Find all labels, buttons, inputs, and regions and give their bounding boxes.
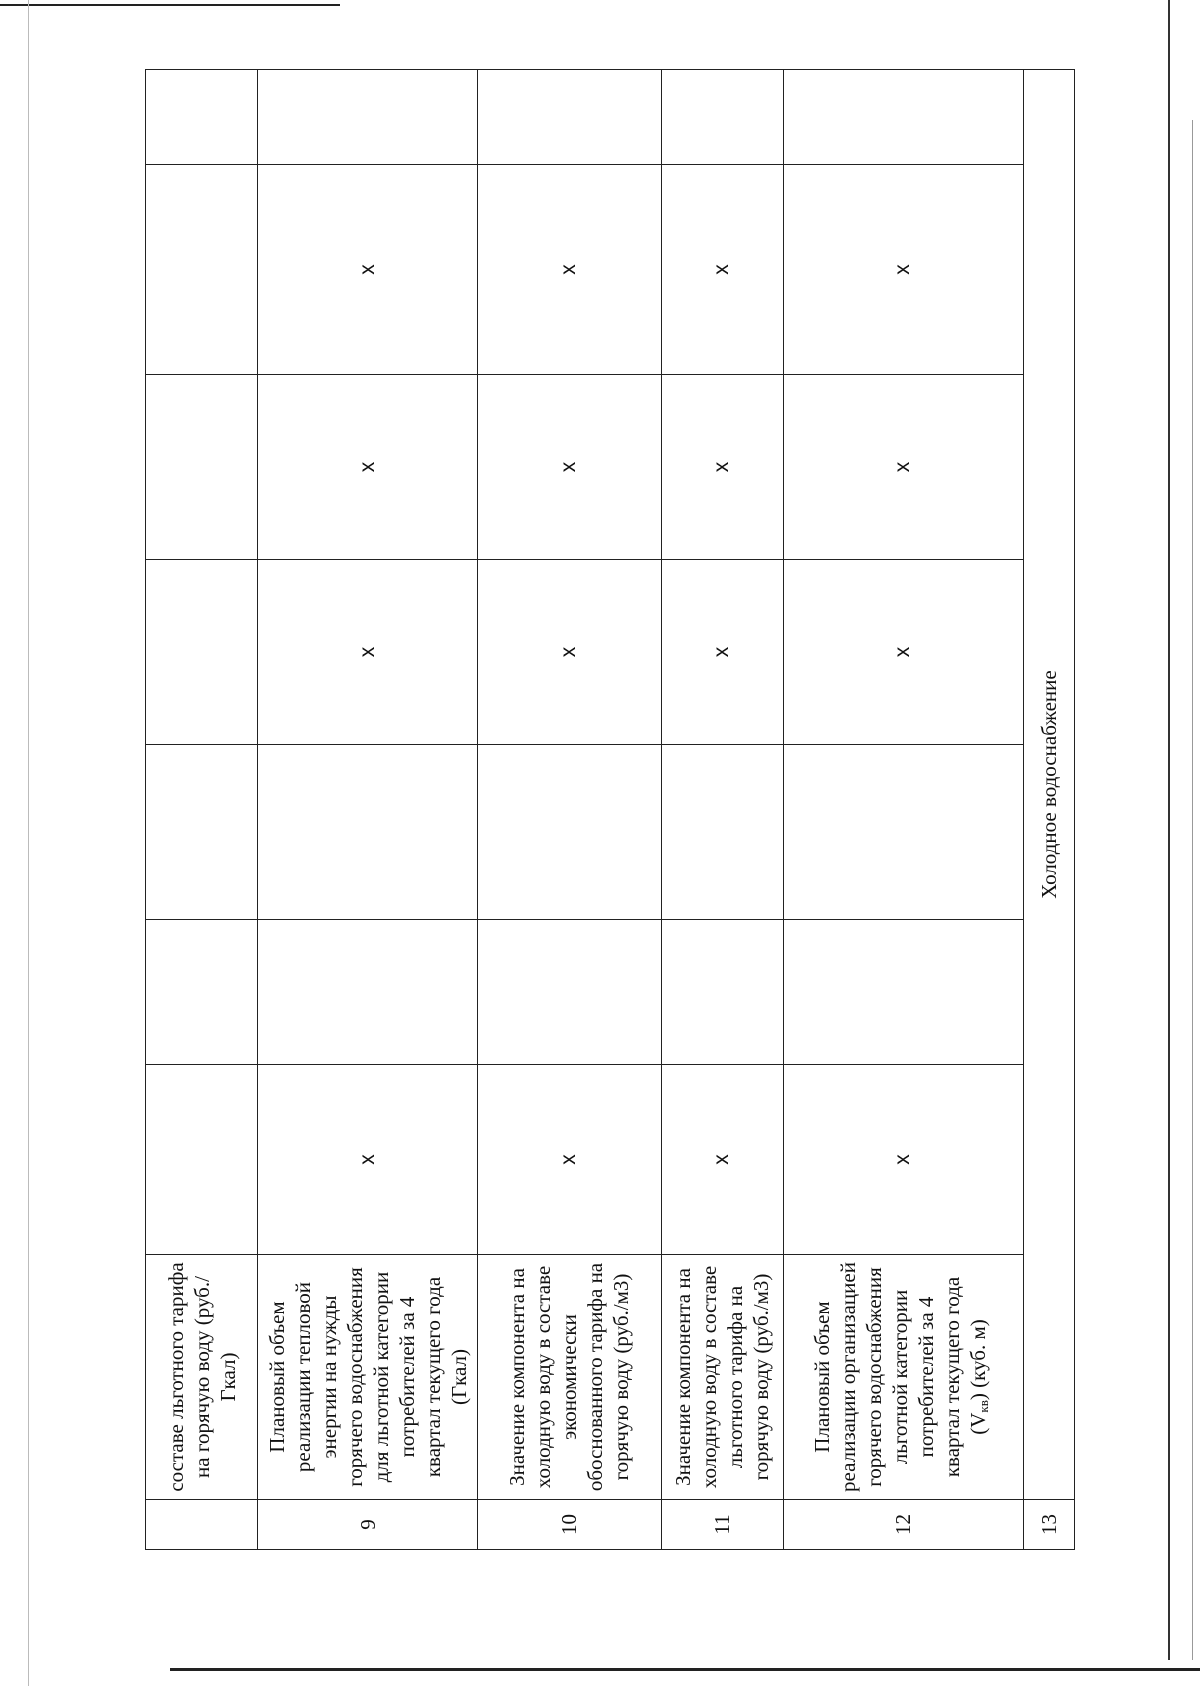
row-label: составе льготного тарифа на горячую воду (руб./Гкал) (146, 1255, 258, 1500)
table-cell: x (258, 560, 477, 745)
table-row (477, 70, 661, 1550)
row-label: Значение компонента на холодную воду в составе экономически обоснованного тарифа на горячую воду (руб./м3) (477, 1255, 661, 1500)
table-cell (661, 70, 784, 165)
table-cell: x (477, 1065, 661, 1255)
table-cell: x (661, 165, 784, 375)
table-cell: x (258, 375, 477, 560)
tariff-form-table (145, 69, 1075, 1550)
table-cell: x (477, 560, 661, 745)
section-row (1023, 70, 1074, 1550)
table-cell: x (661, 375, 784, 560)
row-number: 13 (1023, 1500, 1074, 1550)
row-label (784, 1255, 1024, 1500)
scan-edge-left (28, 0, 29, 1686)
table-cell: x (784, 560, 1024, 745)
row-label-tail: ) (куб. м) (966, 1319, 991, 1401)
table-cell: x (258, 1065, 477, 1255)
table-cell (477, 70, 661, 165)
table-cell: x (661, 560, 784, 745)
table-row (146, 70, 258, 1550)
table-cell (661, 920, 784, 1065)
row-label-main: Плановый объем реализации организацией горячего водоснабжения льготной категории потребителей за 4 квартал текущего года (V (810, 1262, 991, 1492)
table-cell: x (258, 165, 477, 375)
row-number: 12 (784, 1500, 1024, 1550)
table-row (661, 70, 784, 1550)
table-cell (477, 920, 661, 1065)
table-cell (784, 920, 1024, 1065)
table-cell (146, 920, 258, 1065)
table-cell (477, 745, 661, 920)
table-cell (146, 560, 258, 745)
table-cell: x (477, 375, 661, 560)
scan-edge-bottom (170, 1668, 1200, 1671)
row-label: Значение компонента на холодную воду в составе льготного тарифа на горячую воду (руб./м3) (661, 1255, 784, 1500)
row-label: Плановый объем реализации тепловой энергии на нужды горячего водоснабжения для льготной категории потребителей за 4 квартал текущего года (Гкал) (258, 1255, 477, 1500)
table-cell (146, 1065, 258, 1255)
table-cell (784, 70, 1024, 165)
scan-edge-right-inner (1192, 120, 1193, 1660)
table-cell (146, 165, 258, 375)
table-cell (661, 745, 784, 920)
table-row (258, 70, 477, 1550)
section-title: Холодное водоснабжение (1023, 70, 1074, 1500)
row-number: 11 (661, 1500, 784, 1550)
table-cell (258, 920, 477, 1065)
row-number: 9 (258, 1500, 477, 1550)
table-cell: x (661, 1065, 784, 1255)
table-cell: x (784, 375, 1024, 560)
row-number: 10 (477, 1500, 661, 1550)
scan-edge-top (0, 4, 340, 6)
row-label-subscript: кв (976, 1400, 992, 1413)
table-cell (146, 70, 258, 165)
table-cell (784, 745, 1024, 920)
table-cell (146, 745, 258, 920)
table-cell: x (477, 165, 661, 375)
scan-edge-right (1168, 0, 1170, 1660)
table-cell (258, 70, 477, 165)
rotated-document-page (145, 70, 1075, 1550)
table-cell (258, 745, 477, 920)
row-number (146, 1500, 258, 1550)
table-row (784, 70, 1024, 1550)
table-cell: x (784, 1065, 1024, 1255)
table-cell: x (784, 165, 1024, 375)
table-cell (146, 375, 258, 560)
